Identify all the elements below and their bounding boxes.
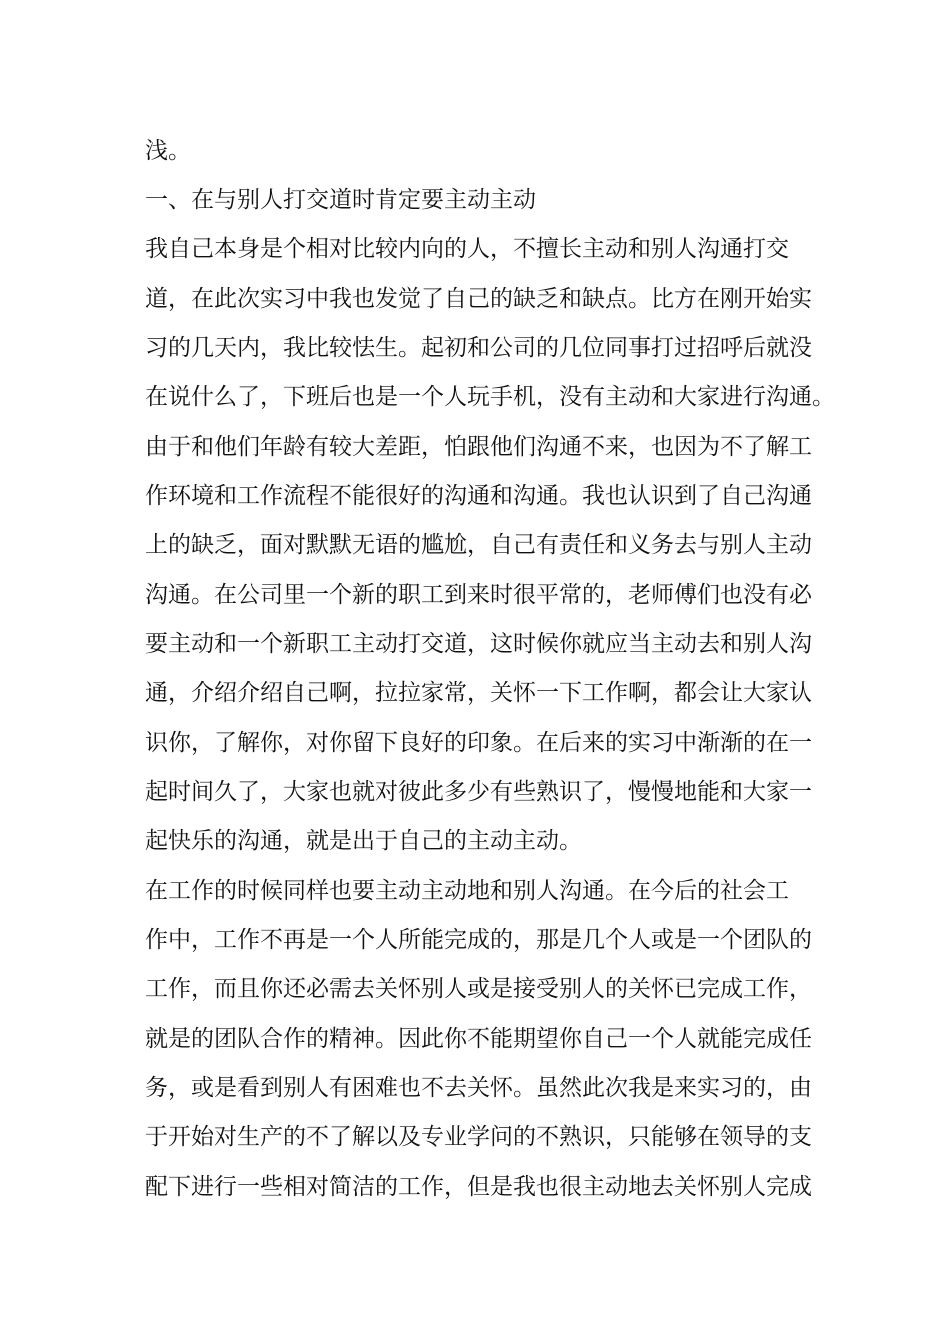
text-line: 在工作的时候同样也要主动主动地和别人沟通。在今后的社会工: [145, 878, 789, 904]
text-line: 务，或是看到别人有困难也不去关怀。虽然此次我是来实习的，由: [145, 1075, 812, 1101]
text-line: 道，在此次实习中我也发觉了自己的缺乏和缺点。比方在刚开始实: [145, 286, 812, 312]
text-line: 通，介绍介绍自己啊，拉拉家常，关怀一下工作啊，都会让大家认: [145, 680, 812, 706]
text-line: 作中，工作不再是一个人所能完成的，那是几个人或是一个团队的: [145, 927, 812, 953]
text-line: 就是的团队合作的精神。因此你不能期望你自己一个人就能完成任: [145, 1026, 812, 1052]
text-line: 由于和他们年龄有较大差距，怕跟他们沟通不来，也因为不了解工: [145, 434, 812, 460]
text-line: 识你，了解你，对你留下良好的印象。在后来的实习中渐渐的在一: [145, 730, 812, 756]
text-line: 我自己本身是个相对比较内向的人，不擅长主动和别人沟通打交: [145, 236, 789, 262]
text-line: 习的几天内，我比较怯生。起初和公司的几位同事打过招呼后就没: [145, 335, 812, 361]
text-line: 配下进行一些相对简洁的工作，但是我也很主动地去关怀别人完成: [145, 1174, 812, 1200]
text-line: 浅。: [145, 138, 191, 164]
text-line: 沟通。在公司里一个新的职工到来时很平常的，老师傅们也没有必: [145, 582, 812, 608]
text-line: 起快乐的沟通，就是出于自己的主动主动。: [145, 828, 582, 854]
text-line: 作环境和工作流程不能很好的沟通和沟通。我也认识到了自己沟通: [145, 483, 812, 509]
text-line: 上的缺乏，面对默默无语的尴尬，自己有责任和义务去与别人主动: [145, 532, 812, 558]
text-line: 要主动和一个新职工主动打交道，这时候你就应当主动去和别人沟: [145, 631, 812, 657]
text-line: 于开始对生产的不了解以及专业学问的不熟识，只能够在领导的支: [145, 1124, 812, 1150]
text-line: 工作，而且你还必需去关怀别人或是接受别人的关怀已完成工作，: [145, 976, 812, 1002]
text-line: 起时间久了，大家也就对彼此多少有些熟识了，慢慢地能和大家一: [145, 779, 812, 805]
section-heading: 一、在与别人打交道时肯定要主动主动: [145, 187, 536, 213]
text-line: 在说什么了，下班后也是一个人玩手机，没有主动和大家进行沟通。: [145, 384, 835, 410]
